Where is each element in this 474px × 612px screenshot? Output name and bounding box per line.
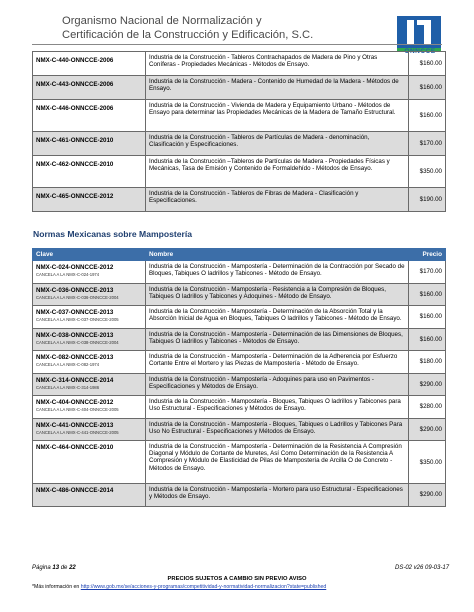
precio-cell: $170.00 [409,132,446,156]
table-row [33,396,446,419]
nombre-cell: Industria de la Construcción - Vivienda de Madera y Equipamiento Urbano - Métodos de Ensayo para determinar las Propiedades Mecánicas de la Madera de Tamaño Estructural. [146,100,409,132]
clave-cell [33,441,146,484]
price-notice: PRECIOS SUJETOS A CAMBIO SIN PREVIO AVISO [167,576,307,582]
table-row [33,100,446,132]
clave-cell [33,484,146,507]
precio-cell: $160.00 [409,328,446,351]
nombre-cell: Industria de la Construcción - Mampostería - Determinación de la Resistencia A Compresión Diagonal y Módulo de Cortante de Muretes, Así Como Determinación de la Resistencia A Compresión y Módulo de Elasticidad de Pilas de Mampostería de Arcilla O de Concreto - Métodos de Ensayo. [146,441,409,484]
cancels-note: CANCELA A LA NMX-C-038-ONNCCE-2004 [36,339,119,345]
precio-cell: $350.00 [409,156,446,188]
clave-cell [33,52,146,76]
clave-text: NMX-C-024-ONNCCE-2012 [36,264,114,271]
cancels-note: CANCELA A LA NMX-C-082-1974 [36,362,100,367]
clave-cell [33,100,146,132]
nombre-cell: Industria de la Construcción - Mampostería - Mortero para uso Estructural - Especificaciones y Métodos de Ensayo. [146,484,409,507]
clave-cell [33,188,146,212]
nombre-cell: Industria de la Construcción - Mampostería - Determinación de las Dimensiones de Bloques, Tabiques O ladrillos y Tabicones - Métodos de Ensayo. [146,328,409,351]
table-row [33,76,446,100]
table-row [33,156,446,188]
table-row [33,52,446,76]
table-row [33,132,446,156]
clave-cell [33,306,146,329]
clave-text: NMX-C-465-ONNCCE-2012 [36,193,114,200]
more-info-link[interactable]: http://www.gob.mx/se/acciones-y-programas/competitividad-y-normatividad-normalizacion?state=published [80,584,327,590]
cancels-note: CANCELA A LA NMX-C-037-ONNCCE-2005 [36,317,119,322]
clave-text: NMX-C-443-ONNCCE-2006 [36,81,114,88]
clave-cell [33,418,146,441]
page-header [62,14,392,42]
nombre-cell: Industria de la Construcción –Tableros de Partículas de Madera - Propiedades Físicas y Mecánicas, Tasa de Emisión y Contenido de Formaldehído - Métodos de Ensayo. [146,156,409,188]
cancels-note: CANCELA A LA NMX-C-441-ONNCCE-2005 [36,429,119,435]
clave-cell [33,283,146,306]
table-row [33,188,446,212]
nombre-cell: Industria de la Construcción - Mampostería - Determinación de la Contracción por Secado de Bloques, Tabiques O ladrillos y Tabicones - Método de Ensayo. [146,261,409,284]
clave-text: NMX-C-037-ONNCCE-2013 [36,309,114,316]
nombre-cell: Industria de la Construcción - Mampostería - Determinación de la Absorción Total y la Absorción Inicial de Agua en Bloques, Tabiques O ladrillos y Tabicones - Método de Ensayo. [146,306,409,329]
more-info-line [32,584,326,590]
table-row [33,418,446,441]
clave-text: NMX-C-082-ONNCCE-2013 [36,354,114,361]
nombre-cell: Industria de la Construcción - Mampostería - Resistencia a la Compresión de Bloques, Tabiques O ladrillos y Tabicones y Adoquines - Método de Ensayo. [146,283,409,306]
clave-text: NMX-C-464-ONNCCE-2010 [36,444,114,451]
table-row [33,328,446,351]
col-header-clave: Clave [33,249,146,261]
precio-cell: $280.00 [409,396,446,419]
precio-cell: $160.00 [409,52,446,76]
clave-text: NMX-C-036-ONNCCE-2013 [36,286,114,294]
nombre-cell: Industria de la Construcción - Mampostería - Bloques, Tabiques O ladrillos y Tabicones para Uso Estructural - Especificaciones y Métodos de Ensayo. [146,396,409,419]
clave-text: NMX-C-461-ONNCCE-2010 [36,137,114,144]
clave-text: NMX-C-038-ONNCCE-2013 [36,331,114,339]
col-header-precio: Precio [409,249,446,261]
table-row [33,261,446,284]
precio-cell: $290.00 [409,373,446,396]
clave-cell [33,373,146,396]
clave-text: NMX-C-486-ONNCCE-2014 [36,487,114,494]
clave-text: NMX-C-446-ONNCCE-2006 [36,105,114,112]
table-row [33,441,446,484]
precio-cell: $160.00 [409,76,446,100]
nombre-cell: Industria de la Construcción - Tableros Contrachapados de Madera de Pino y Otras Coníferas - Propiedades Mecánicas - Métodos de Ensayo. [146,52,409,76]
org-name-line-1: Organismo Nacional de Normalización y [62,15,262,27]
wood-standards-table [32,51,446,212]
table-row [33,283,446,306]
clave-text: NMX-C-404-ONNCCE-2012 [36,399,114,406]
more-info-prefix: *Más información en [32,584,80,590]
nombre-cell: Industria de la Construcción - Madera - Contenido de Humedad de la Madera - Métodos de Ensayo. [146,76,409,100]
section-title: Normas Mexicanas sobre Mampostería [33,229,193,239]
table-row [33,351,446,374]
cancels-note: CANCELA A LA NMX-C-314-1986 [36,384,100,390]
clave-cell [33,261,146,284]
clave-text: NMX-C-441-ONNCCE-2013 [36,421,114,429]
table-row [33,373,446,396]
masonry-standards-table [32,248,446,507]
nombre-cell: Industria de la Construcción - Tableros de Fibras de Madera - Clasificación y Especificaciones. [146,188,409,212]
clave-text: NMX-C-462-ONNCCE-2010 [36,161,114,168]
clave-cell [33,351,146,374]
cancels-note: CANCELA A LA NMX-C-404-ONNCCE-2005 [36,407,119,412]
precio-cell: $160.00 [409,283,446,306]
clave-cell [33,76,146,100]
nombre-cell: Industria de la Construcción - Tableros de Partículas de Madera - denominación, Clasificación y Especificaciones. [146,132,409,156]
precio-cell: $170.00 [409,261,446,284]
logo-wordmark: ONNCCE [404,48,436,55]
nombre-cell: Industria de la Construcción - Mampostería - Determinación de la Adherencia por Esfuerzo Cortante Entre el Mortero y las Piezas de Mampostería - Método de Ensayo. [146,351,409,374]
clave-cell [33,328,146,351]
clave-cell [33,396,146,419]
clave-cell [33,132,146,156]
precio-cell: $190.00 [409,188,446,212]
table-row [33,484,446,507]
page-number: Página 13 de 22 [32,565,76,571]
document-code: DS-02 v26 09-03-17 [395,565,450,571]
clave-text: NMX-C-440-ONNCCE-2006 [36,57,114,64]
precio-cell: $350.00 [409,441,446,484]
header-divider [32,44,442,45]
precio-cell: $290.00 [409,484,446,507]
cancels-note: CANCELA A LA NMX-C-036-ONNCCE-2004 [36,294,119,300]
table-row [33,306,446,329]
org-name-line-2: Certificación de la Construcción y Edificación, S.C. [62,29,314,41]
precio-cell: $160.00 [409,100,446,132]
nombre-cell: Industria de la Construcción - Mampostería - Bloques, Tabiques o Ladrillos y Tabicones Para Uso No Estructural - Especificaciones y Métodos de Ensayo. [146,418,409,441]
precio-cell: $290.00 [409,418,446,441]
cancels-note: CANCELA A LA NMX-C-024-1974 [36,272,100,277]
precio-cell: $160.00 [409,306,446,329]
col-header-nombre: Nombre [146,249,409,261]
clave-cell [33,156,146,188]
nombre-cell: Industria de la Construcción - Mampostería - Adoquines para uso en Pavimentos - Especificaciones y Métodos de Ensayo. [146,373,409,396]
clave-text: NMX-C-314-ONNCCE-2014 [36,376,114,384]
precio-cell: $180.00 [409,351,446,374]
